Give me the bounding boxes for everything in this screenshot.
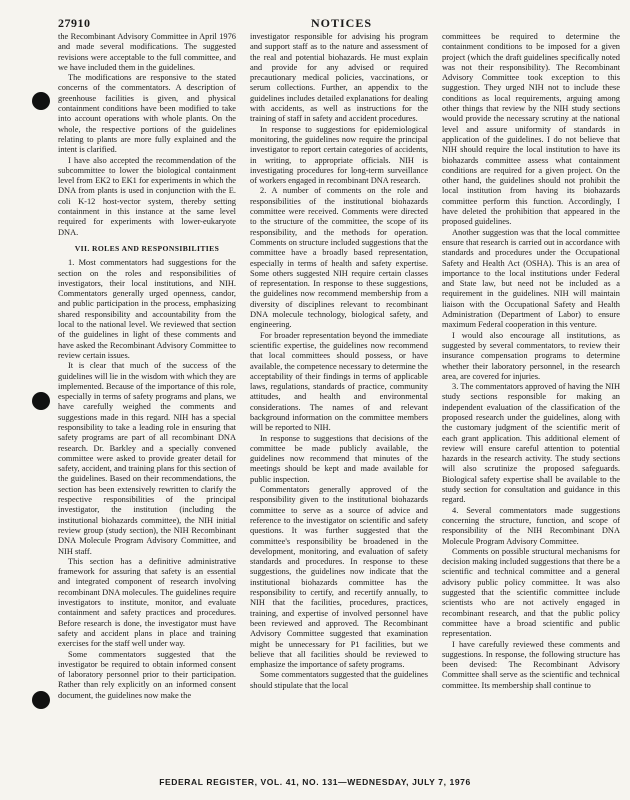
paragraph: The modifications are responsive to the stated concerns of the commentators. A description of greenhouse facilities is given, and physical containment conditions have been modified to take into account operations with whole plants. On the whole, the respective portions of the guidelines relating to plants are more fully explained and the intent is clarified. <box>58 73 236 155</box>
paragraph: 4. Several commentators made suggestions concerning the structure, function, and scope of responsibility of the NIH Recombinant DNA Molecule Program Advisory Committee. <box>442 505 620 546</box>
paragraph: Commentators generally approved of the responsibility given to the institutional biohazards committee to serve as a source of advice and reference to the investigator on scientific and safety questions. It was further suggested that the committee's responsibility be broadened in the development, monitoring, and evaluation of safety standards and procedures. In response to these suggestions, the guidelines now indicate that the institutional biohazards committee has the responsibility to certify, and recertify annually, to NIH that the facilities, procedures, practices, training, and expertise of involved personnel have been reviewed and approved. The Recombinant Advisory Committee suggested that examination might be unnecessary for P1 facilities, but we believe that all facilities should be reviewed to emphasize the importance of safety programs. <box>250 485 428 670</box>
paragraph: committees be required to determine the containment conditions to be imposed for a given project (which the draft guidelines specifically noted was not their responsibility). The Recombinant Advisory Committee took exception to this suggestion. They urged NIH not to include these conditions as local requirements, arguing among other things that review by the NIH study sections would provide the necessary scrutiny at the national level and assure uniformity of standards in application of the guidelines. I do not believe that NIH should require the local institution to have its biohazards committee assess what containment conditions are required for a given project. On the other hand, the guidelines should not prohibit the local institution from having its biohazards committee perform this function. Accordingly, I have deleted the prohibition that appeared in the proposed guidelines. <box>442 32 620 227</box>
binder-hole <box>32 92 50 110</box>
paragraph: Comments on possible structural mechanisms for decision making included suggestions that there be a scientific and technical committee and a general advisory public policy committee. It was also suggested that the scientific committee include scientists who are not actively engaged in recombinant research, and that the public policy committee have a broad scientific and public representation. <box>442 546 620 639</box>
page-number: 27910 <box>58 16 91 30</box>
paragraph: 2. A number of comments on the role and responsibilities of the institutional biohazards committee were received. Comments were directed to the structure of the committee, the scope of its responsibility, and the methods for operation. Comments on structure included suggestions that the committee have a broadly based representation, especially in terms of health and safety expertise. Some others suggested NIH require certain classes of representation. In response to these suggestions, the guidelines now recommend membership from a diversity of disciplines relevant to recombinant DNA molecule technology, biological safety, and engineering. <box>250 186 428 330</box>
paragraph: I would also encourage all institutions, as suggested by several commentators, to review their insurance compensation programs to determine whether their laboratory personnel, in the research area, are covered for injuries. <box>442 330 620 381</box>
section-heading: VII. ROLES AND RESPONSIBILITIES <box>74 243 220 253</box>
paragraph: Some commentators suggested that the guidelines should stipulate that the local <box>250 670 428 690</box>
paragraph: This section has a definitive administrative framework for assuring that safety is an essential and integrated component of research involving recombinant DNA molecules. The guidelines require investigators to institute, monitor, and evaluate containment and safety practices and procedures. Before research is done, the investigator must have safety and accident plans in place and training exercises for the staff well under way. <box>58 556 236 649</box>
section-title: NOTICES <box>311 16 373 30</box>
paragraph: 1. Most commentators had suggestions for the section on the roles and responsibilities of investigators, their local institutions, and NIH. Commentators generally urged openness, candor, and public participation in the process, emphasizing shared responsibility and accountability from the local to the national level. We reviewed that section of the guidelines in light of these comments and have asked the Recombinant Advisory Committee to review certain issues. <box>58 258 236 360</box>
paragraph: I have carefully reviewed these comments and suggestions. In response, the following structure has been devised: The Recombinant Advisory Committee shall serve as the scientific and technical committee. Its membership shall continue to <box>442 639 620 690</box>
column-left <box>58 32 236 770</box>
paragraph: In response to suggestions that decisions of the committee be made publicly available, the guidelines now recommend that minutes of the meetings should be kept and made available for public inspection. <box>250 433 428 484</box>
paragraph: the Recombinant Advisory Committee in April 1976 and made several modifications. The suggested revisions were acceptable to the full committee, and we have included them in the guidelines. <box>58 32 236 72</box>
page-footer: FEDERAL REGISTER, VOL. 41, NO. 131—WEDNESDAY, JULY 7, 1976 <box>159 777 471 787</box>
paragraph: Some commentators suggested that the investigator be required to obtain informed consent of laboratory personnel prior to their participation. Rather than rely explicitly on an informed consent document, the guidelines now make the <box>58 649 236 700</box>
paragraph: 3. The commentators approved of having the NIH study sections responsible for making an independent evaluation of the classification of the proposed research under the guidelines, along with the customary judgment of the scientific merit of each grant application. This additional element of review will ensure careful attention to potential hazards in the research activity. The study sections will also scrutinize the proposed safeguards. Biological safety expertise shall be available to the study section for consultation and guidance in this regard. <box>442 382 620 505</box>
column-right <box>442 32 620 770</box>
paragraph: In response to suggestions for epidemiological monitoring, the guidelines now require the principal investigator to report certain categories of accidents, in writing, to appropriate officials. NIH is investigating procedures for long-term surveillance of workers engaged in recombinant DNA research. <box>250 124 428 186</box>
binder-hole <box>32 392 50 410</box>
binder-hole <box>32 691 50 709</box>
paragraph: I have also accepted the recommendation of the subcommittee to lower the biological containment level from EK2 to EK1 for experiments in which the DNA from plants is used in conjunction with the E. coli K-12 host-vector system, thereby setting containment in this instance at the same level required for experiments with lower-eukaryote DNA. <box>58 155 236 237</box>
paragraph: For broader representation beyond the immediate scientific expertise, the guidelines now recommend that local committees should possess, or have available, the competence necessary to determine the acceptability of their findings in terms of applicable laws, regulations, standards of practice, community attitudes, and health and environmental considerations. The names of and relevant background information on the committee members will be reported to NIH. <box>250 330 428 433</box>
paragraph: Another suggestion was that the local committee ensure that research is carried out in accordance with standards and procedures under the Occupational Safety and Health Act (OSHA). This is an area of importance to the local institutions under Federal and State law, but need not be included as a requirement in the guidelines. NIH will maintain liaison with the Occupational Safety and Health Administration (Department of Labor) to ensure maximum Federal cooperation in this venture. <box>442 227 620 330</box>
paragraph: investigator responsible for advising his program and support staff as to the nature and assessment of the real and potential biohazards. He must explain and provide for any advised or required precautionary medical policies, vaccinations, or serum collections. Further, an appendix to the guidelines includes detailed explanations for dealing with accidents, as well as instructions for the training of staff in safety and accident procedures. <box>250 32 428 124</box>
paragraph: It is clear that much of the success of the guidelines will lie in the wisdom with which they are implemented. Because of the importance of this role, especially in terms of safety programs and plans, we have carefully weighed the comments and suggestions made in this regard. NIH has a special responsibility to take a leading role in ensuring that safety programs are part of all recombinant DNA research. Dr. Barkley and a specially convened committee were asked to provide greater detail for safety, accident, and training plans for this section of the guidelines. Based on their recommendations, the section has been extensively rewritten to clarify the respective responsibilities of the principal investigator, the institution (including the institutional biohazards committee), the NIH initial review group (study section), the NIH Recombinant DNA Molecule Program Advisory Committee, and NIH staff. <box>58 361 236 556</box>
text-columns <box>58 32 620 770</box>
column-middle <box>250 32 428 770</box>
